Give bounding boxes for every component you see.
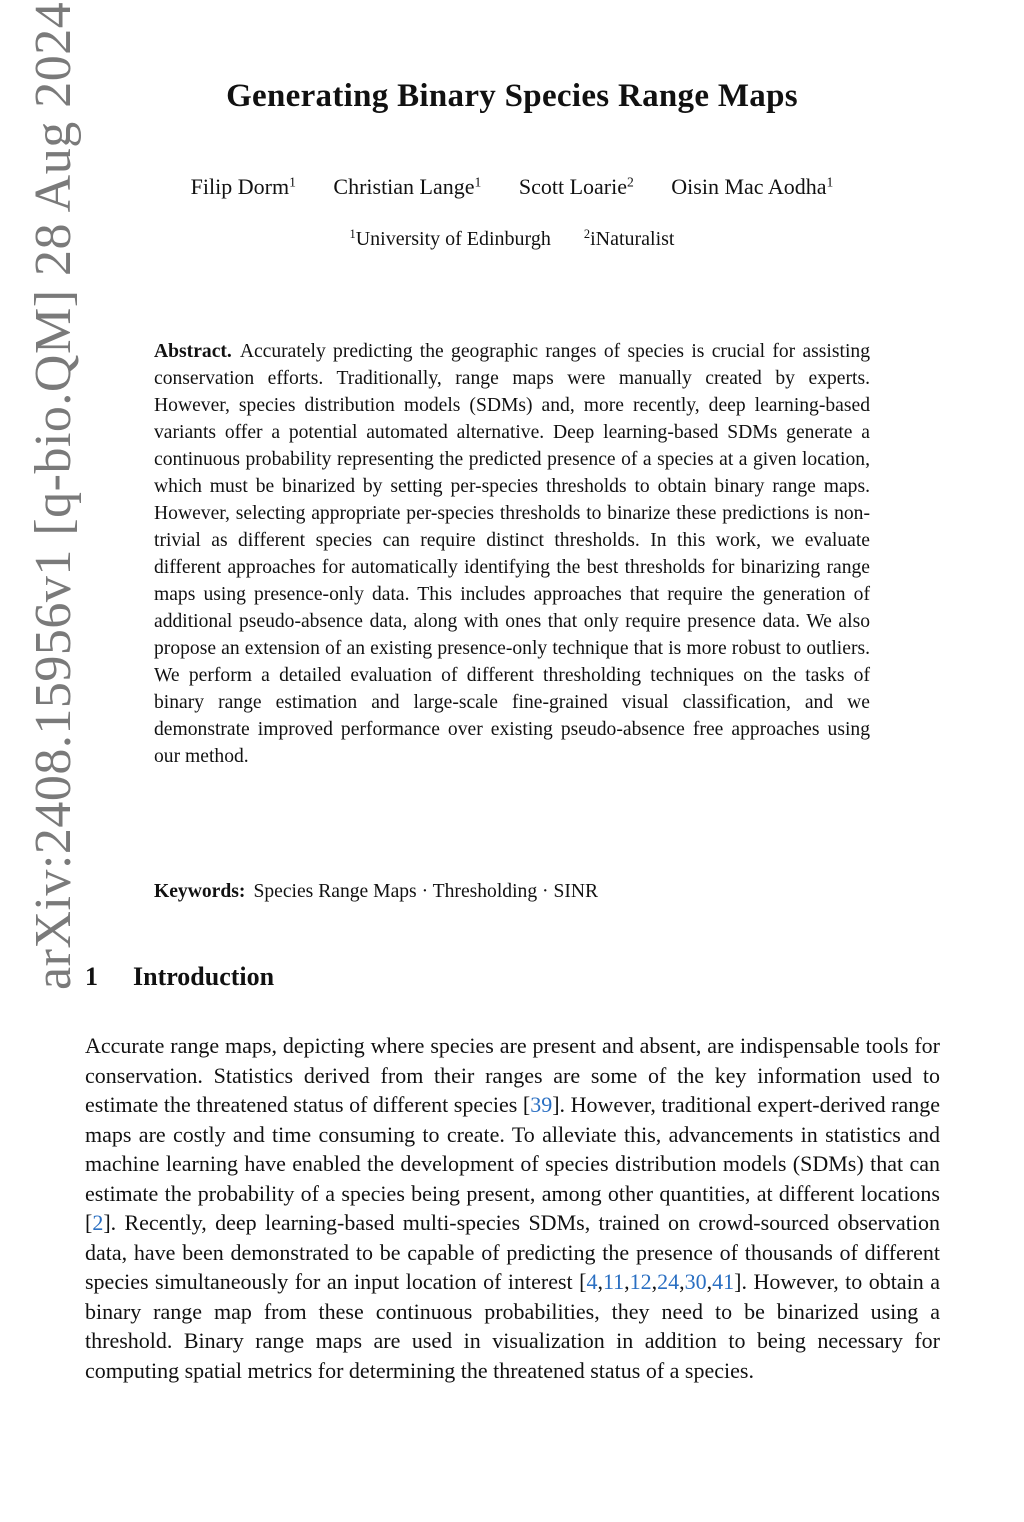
section-title: Introduction (133, 962, 275, 991)
author-list (0, 174, 1024, 200)
affiliation-mark: 1 (474, 174, 482, 190)
author (333, 174, 481, 199)
citation-separator: , (624, 1269, 630, 1294)
citation-separator: , (597, 1269, 603, 1294)
citation-link[interactable]: 4 (586, 1269, 598, 1294)
section-heading (85, 962, 274, 992)
paper-title: Generating Binary Species Range Maps (226, 78, 798, 114)
affiliation-name: iNaturalist (590, 228, 675, 250)
intro-text: ]. However, to obtain a binary range map from these continuous probabilities, they need to be binarized using a threshold. Binary range maps are used in visualization in addition to being necessary for computing spatial metrics for determining the threatened status of a species. (85, 1269, 940, 1383)
abstract-text: Accurately predicting the geographic ranges of species is crucial for assisting conservation efforts. Traditionally, range maps were manually created by experts. However, species distribution models (SDMs) and, more recently, deep learning-based variants offer a potential automated alternative. Deep learning-based SDMs generate a continuous probability representing the predicted presence of a species at a given location, which must be binarized by setting per-species thresholds to obtain binary range maps. However, selecting appropriate per-species thresholds to binarize these predictions is non-trivial as different species can require distinct thresholds. In this work, we evaluate different approaches for automatically identifying the best thresholds for binarizing range maps using presence-only data. This includes approaches that require the generation of additional pseudo-absence data, along with ones that only require presence data. We also propose an extension of an existing presence-only technique that is more robust to outliers. We perform a detailed evaluation of different thresholding techniques on the tasks of binary range estimation and large-scale fine-grained visual classification, and we demonstrate improved performance over existing pseudo-absence free approaches using our method. (154, 341, 870, 767)
citation-link[interactable]: 12 (629, 1269, 652, 1294)
citation-separator: , (679, 1269, 685, 1294)
citation-link[interactable]: 24 (657, 1269, 680, 1294)
intro-text: ]. However, traditional expert-derived range maps are costly and time consuming to create. To alleviate this, advancements in statistics and machine learning have enabled the development of species distribution models (SDMs) that can estimate the probability of a species being present, among other quantities, at different locations [ (85, 1092, 940, 1235)
affiliation-mark: 1 (826, 174, 834, 190)
introduction-paragraph (85, 1031, 940, 1385)
citation-link[interactable]: 39 (530, 1092, 553, 1117)
abstract-label: Abstract. (154, 341, 232, 362)
author-name: Oisin Mac Aodha (671, 174, 827, 199)
affiliation (349, 228, 550, 250)
author-name: Scott Loarie (518, 174, 627, 199)
keywords-label: Keywords: (154, 881, 246, 902)
author (191, 174, 296, 199)
author-name: Christian Lange (333, 174, 475, 199)
affiliation-mark: 2 (626, 174, 634, 190)
affiliation-name: University of Edinburgh (355, 228, 551, 250)
author (671, 174, 833, 199)
affiliation-mark: 1 (289, 174, 296, 190)
intro-text: ]. Recently, deep learning-based multi-species SDMs, trained on crowd-sourced observation data, have been demonstrated to be capable of predicting the presence of thousands of different species simultaneously for an input location of interest [ (85, 1210, 940, 1294)
citation-link[interactable]: 41 (712, 1269, 735, 1294)
abstract (154, 338, 870, 770)
citation-separator: , (651, 1269, 658, 1294)
author (519, 174, 634, 199)
affiliation-mark: 2 (583, 227, 591, 242)
affiliation-list (0, 228, 1024, 251)
affiliation-mark: 1 (349, 227, 356, 242)
arxiv-identifier: arXiv:2408.15956v1 [q-bio.QM] 28 Aug 2024 (25, 1, 82, 990)
affiliation (584, 228, 675, 250)
intro-text: Accurate range maps, depicting where species are present and absent, are indispensable tools for conservation. Statistics derived from their ranges are some of the key information used to estimate the threatened status of different species [ (85, 1033, 940, 1117)
keywords-text: Species Range Maps · Thresholding · SINR (253, 881, 599, 902)
author-name: Filip Dorm (190, 174, 290, 199)
section-number: 1 (85, 962, 98, 991)
citation-separator: , (706, 1269, 713, 1294)
citation-link[interactable]: 30 (684, 1269, 707, 1294)
citation-link[interactable]: 2 (92, 1210, 104, 1235)
keywords (154, 878, 870, 905)
citation-link[interactable]: 11 (602, 1269, 625, 1294)
